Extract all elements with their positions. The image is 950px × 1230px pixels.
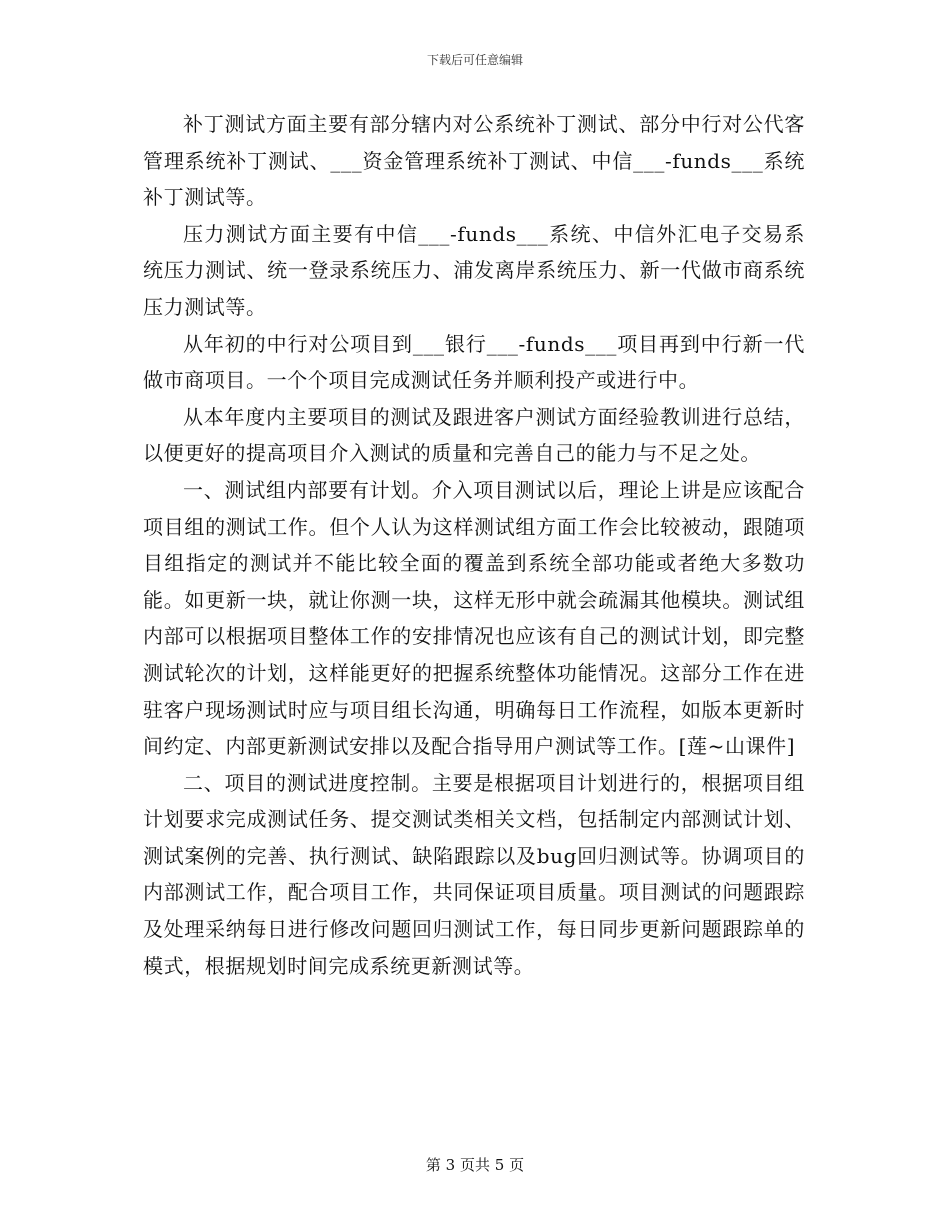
paragraph-point-one: 一、测试组内部要有计划。介入项目测试以后，理论上讲是应该配合项目组的测试工作。但个人认为这样测试组方面工作会比较被动，跟随项目组指定的测试并不能比较全面的覆盖到系统全部功能或者绝大多数功能。如更新一块，就让你测一块，这样无形中就会疏漏其他模块。测试组内部可以根据项目整体工作的安排情况也应该有自己的测试计划，即完整测试轮次的计划，这样能更好的把握系统整体功能情况。这部分工作在进驻客户现场测试时应与项目组长沟通，明确每日工作流程，如版本更新时间约定、内部更新测试安排以及配合指导用户测试等工作。[莲~山课件] — [143, 477, 805, 759]
paragraph-stress-testing: 压力测试方面主要有中信___-funds___系统、中信外汇电子交易系统压力测试、统一登录系统压力、浦发离岸系统压力、新一代做市商系统压力测试等。 — [143, 221, 805, 319]
paragraph-patch-testing: 补丁测试方面主要有部分辖内对公系统补丁测试、部分中行对公代客管理系统补丁测试、___资金管理系统补丁测试、中信___-funds___系统补丁测试等。 — [143, 112, 805, 210]
paragraph-point-two: 二、项目的测试进度控制。主要是根据项目计划进行的，根据项目组计划要求完成测试任务、提交测试类相关文档，包括制定内部测试计划、测试案例的完善、执行测试、缺陷跟踪以及bug回归测试等。协调项目的内部测试工作，配合项目工作，共同保证项目质量。项目测试的问题跟踪及处理采纳每日进行修改问题回归测试工作，每日同步更新问题跟踪单的模式，根据规划时间完成系统更新测试等。 — [143, 770, 805, 978]
page-header: 下载后可任意编辑 — [426, 53, 523, 67]
paragraph-summary-intro: 从本年度内主要项目的测试及跟进客户测试方面经验教训进行总结，以便更好的提高项目介入测试的质量和完善自己的能力与不足之处。 — [143, 404, 805, 466]
document-body — [143, 106, 805, 984]
paragraph-project-progress: 从年初的中行对公项目到___银行___-funds___项目再到中行新一代做市商项目。一个个项目完成测试任务并顺利投产或进行中。 — [143, 331, 805, 393]
page-number: 第 3 页共 5 页 — [425, 1156, 525, 1174]
